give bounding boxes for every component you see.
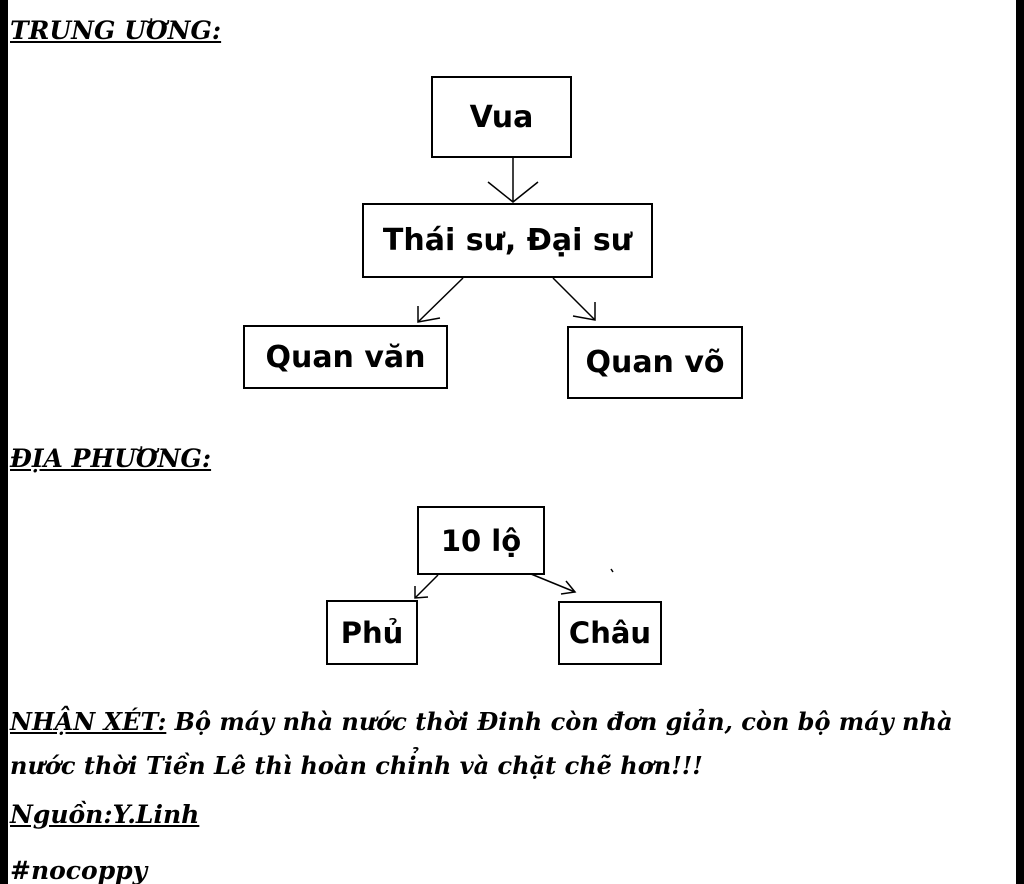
remark-text: Bộ máy nhà nước thời Đinh còn đơn giản, còn bộ máy nhà nước thời Tiền Lê thì hoàn chỉnh và chặt chẽ hơn!!! [10,707,953,780]
edge-routes-prefecture [415,575,438,598]
central-heading: TRUNG ƯƠNG: [10,16,222,45]
node-district: Châu [558,601,662,665]
local-heading: ĐỊA PHƯƠNG: [10,444,212,473]
edge-tutors-civil [418,278,463,322]
edge-tutors-military [553,278,595,320]
node-civil-officials: Quan văn [243,325,448,389]
node-prefecture: Phủ [326,600,418,665]
diagram-canvas [8,0,1016,884]
source-credit: Nguồn:Y.Linh [10,800,200,829]
node-king: Vua [431,76,572,158]
hashtag: #nocoppy [10,856,148,884]
node-grand-tutors: Thái sư, Đại sư [362,203,653,278]
remark-paragraph [10,700,1012,788]
remark-label: NHẬN XÉT: [10,707,167,736]
node-military-officials: Quan võ [567,326,743,399]
node-routes: 10 lộ [417,506,545,575]
stray-mark [611,569,613,572]
